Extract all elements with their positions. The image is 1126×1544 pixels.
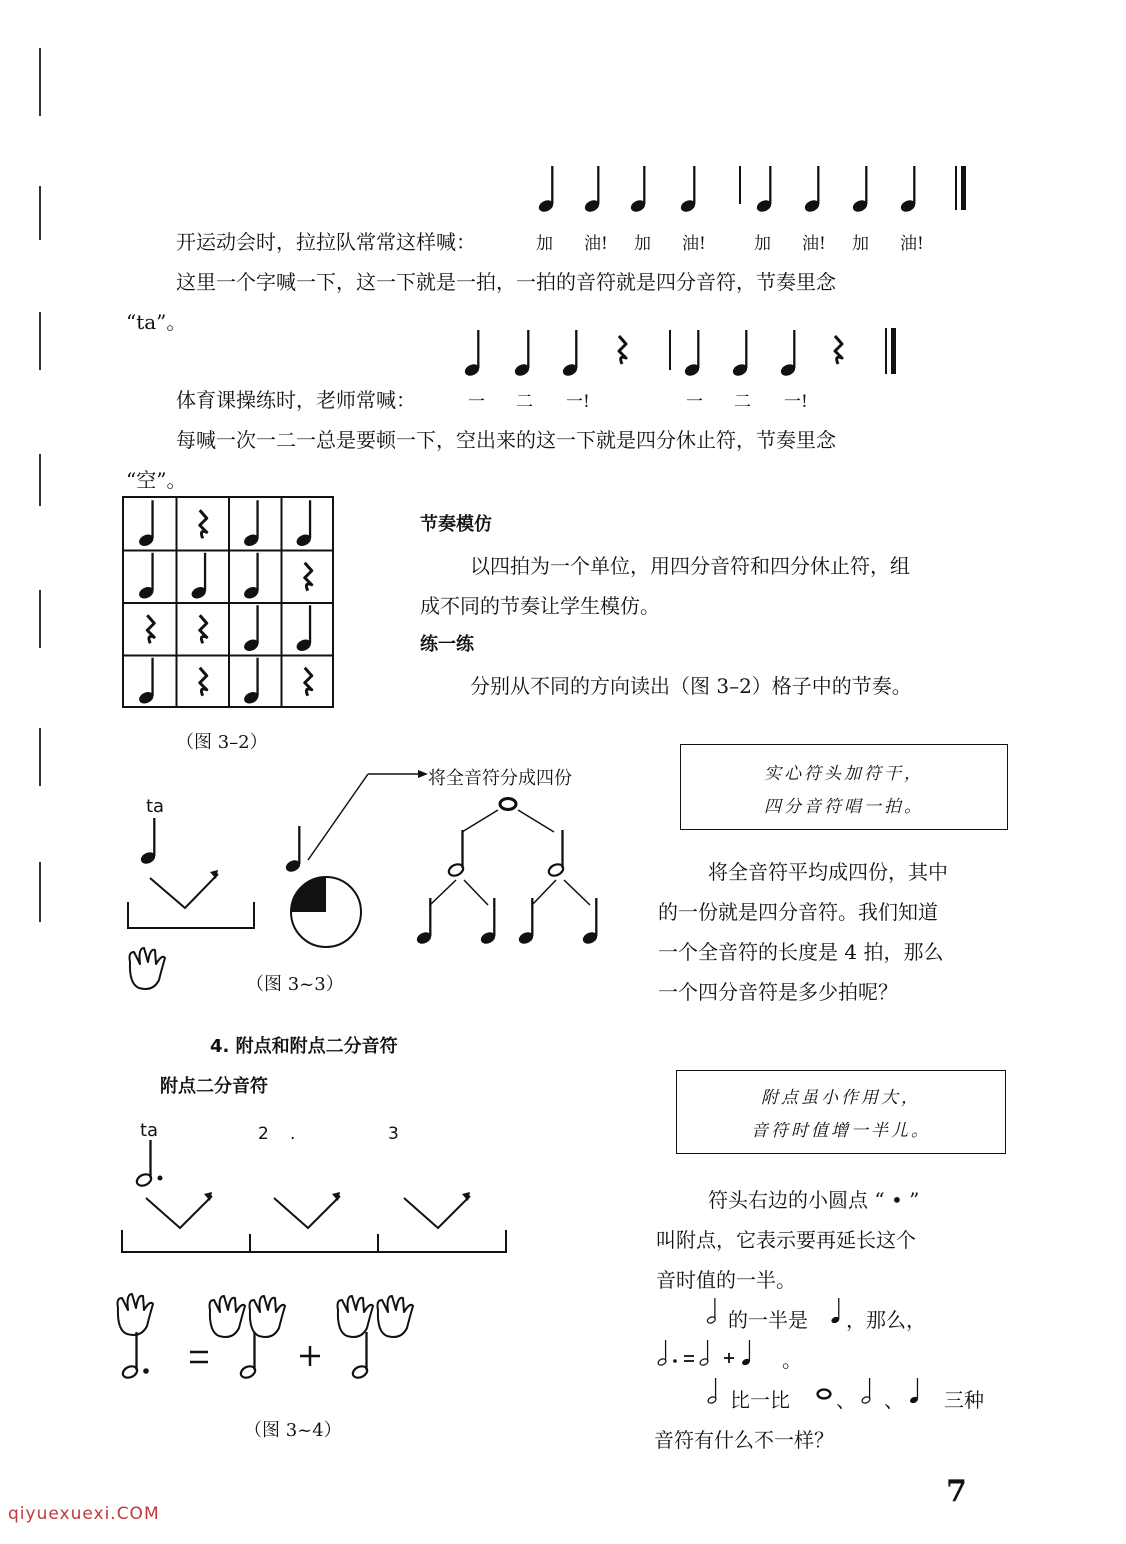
lyric: 加 — [754, 234, 771, 254]
quarter-note — [755, 166, 773, 214]
quarter-note — [561, 330, 579, 378]
quarter-sector — [291, 877, 326, 912]
grid-quarter-note — [295, 605, 313, 653]
lyric: 一 — [686, 392, 703, 412]
figure-3-3-caption: （图 3~3） — [246, 974, 344, 995]
dotted-half-note — [135, 1140, 153, 1188]
quarter-note — [463, 330, 481, 378]
dot-paragraph: 音时值的一半。 — [656, 1268, 796, 1292]
grid-quarter-note — [137, 553, 155, 601]
grid-quarter-note — [242, 658, 260, 706]
grid-quarter-rest — [147, 615, 154, 643]
paragraph-quarter-note-end: “ta”。 — [126, 310, 187, 334]
rhyme-box-dotted — [676, 1070, 1006, 1154]
cheer-sentence: 开运动会时，拉拉队常常这样喊： — [176, 230, 476, 254]
beat-bracket — [122, 1230, 506, 1252]
imitation-heading: 节奏模仿 — [420, 514, 492, 535]
half-note — [351, 1332, 369, 1380]
dot-paragraph: 音符有什么不一样？ — [654, 1428, 834, 1452]
rhyme-line: 音符时值增一半儿。 — [751, 1121, 931, 1141]
rhyme-line: 实心符头加符干， — [764, 764, 924, 784]
lyric: 一 — [468, 392, 485, 412]
quarter-note — [679, 166, 697, 214]
beat-bracket — [128, 902, 254, 928]
final-bar-thick — [891, 328, 896, 374]
rhyme-line: 四分音符唱一拍。 — [764, 797, 924, 817]
section-4-heading: 4. 附点和附点二分音符 — [210, 1036, 398, 1057]
quarter-note — [479, 898, 497, 946]
practice-heading: 练一练 — [420, 634, 474, 655]
quarter-note — [583, 166, 601, 214]
dotted-half-heading: 附点二分音符 — [160, 1076, 268, 1097]
dot-paragraph: 、 — [884, 1388, 904, 1412]
lyric: 二 — [516, 392, 533, 412]
half-note — [239, 1332, 257, 1380]
quarter-note — [537, 166, 555, 214]
margin-rules — [0, 0, 60, 1544]
clap-hand-icon — [118, 1294, 154, 1335]
inline-half-note — [708, 1320, 728, 1324]
grid-quarter-rest — [200, 615, 207, 643]
lyric: 一! — [566, 392, 590, 412]
dot-paragraph: 叫附点，它表示要再延长这个 — [656, 1228, 916, 1252]
count-ta: ta — [140, 1120, 159, 1141]
quarter-note — [779, 330, 797, 378]
imitation-text-2: 成不同的节奏让学生模仿。 — [420, 594, 660, 618]
quarter-note — [139, 818, 157, 866]
arrow-label: 将全音符分成四份 — [428, 768, 572, 789]
paragraph-whole-note: 一个四分音符是多少拍呢？ — [658, 980, 898, 1004]
count-3: 3 — [388, 1124, 399, 1144]
quarter-note — [284, 826, 302, 874]
lyric: 加 — [634, 234, 651, 254]
lyric: 油! — [584, 234, 608, 254]
quarter-note — [581, 898, 599, 946]
beat-arrow — [150, 874, 218, 908]
quarter-note — [731, 330, 749, 378]
quarter-note — [629, 166, 647, 214]
hold-hand-icon — [250, 1296, 286, 1337]
paragraph-whole-note: 将全音符平均成四份，其中 — [708, 860, 948, 884]
paragraph-quarter-rest-end: “空”。 — [126, 468, 187, 492]
dot-paragraph: 三种 — [944, 1388, 984, 1412]
grid-quarter-note — [242, 605, 260, 653]
hold-hand-icon — [378, 1296, 414, 1337]
half-note — [447, 830, 465, 878]
dot-paragraph: 符头右边的小圆点 “ • ” — [708, 1188, 920, 1212]
clap-hand-icon — [130, 948, 166, 989]
grid-quarter-rest — [305, 563, 312, 591]
ta-label: ta — [146, 796, 165, 817]
dotted-half-note — [121, 1332, 139, 1380]
grid-quarter-note — [137, 658, 155, 706]
whole-note — [500, 799, 516, 810]
grid-quarter-note — [242, 500, 260, 548]
lyric: 油! — [900, 234, 924, 254]
half-note — [547, 830, 565, 878]
grid-quarter-note — [295, 500, 313, 548]
hold-hand-icon — [338, 1296, 374, 1337]
inline-equation — [656, 1340, 796, 1370]
pe-class-sentence: 体育课操练时，老师常喊： — [176, 388, 416, 412]
dot-paragraph: 。 — [782, 1348, 802, 1372]
quarter-note — [899, 166, 917, 214]
figure-3-3 — [110, 760, 630, 980]
lyric: 加 — [852, 234, 869, 254]
lyric: 加 — [536, 234, 553, 254]
quarter-note — [803, 166, 821, 214]
final-bar-thick — [961, 166, 966, 210]
paragraph-whole-note: 一个全音符的长度是 4 拍，那么 — [658, 940, 944, 964]
quarter-note — [683, 330, 701, 378]
quarter-note — [415, 898, 433, 946]
lyric: 一! — [784, 392, 808, 412]
rhythm-notation-1 — [520, 160, 980, 220]
grid-quarter-note — [242, 553, 260, 601]
page-number: 7 — [946, 1474, 967, 1509]
paragraph-quarter-rest: 每喊一次一二一总是要顿一下，空出来的这一下就是四分休止符，节奏里念 — [176, 428, 836, 452]
rhythm-grid — [122, 496, 334, 708]
quarter-note — [851, 166, 869, 214]
paragraph-quarter-note: 这里一个字喊一下，这一下就是一拍，一拍的音符就是四分音符，节奏里念 — [176, 270, 836, 294]
pointer-line — [308, 774, 368, 860]
lyric: 油! — [682, 234, 706, 254]
quarter-rest — [619, 336, 626, 364]
hold-hand-icon — [210, 1296, 246, 1337]
quarter-note — [513, 330, 531, 378]
dot-paragraph: 比一比 — [730, 1388, 790, 1412]
figure-3-4 — [110, 1150, 530, 1400]
grid-quarter-rest — [200, 510, 207, 538]
rhyme-line: 附点虽小作用大， — [761, 1088, 921, 1108]
grid-quarter-rest — [305, 668, 312, 696]
rhyme-box-quarter — [680, 744, 1008, 830]
watermark: qiyuexuexi.COM — [8, 1504, 160, 1524]
lyric: 油! — [802, 234, 826, 254]
dot-paragraph: 的一半是 — [728, 1308, 808, 1332]
figure-3-4-caption: （图 3~4） — [244, 1420, 342, 1441]
figure-3-2-caption: （图 3–2） — [176, 732, 268, 753]
count-dot: . — [290, 1124, 296, 1144]
practice-text: 分别从不同的方向读出（图 3–2）格子中的节奏。 — [470, 674, 912, 698]
paragraph-whole-note: 的一份就是四分音符。我们知道 — [658, 900, 938, 924]
grid-quarter-rest — [200, 668, 207, 696]
count-2: 2 — [258, 1124, 269, 1144]
rhythm-notation-2 — [460, 322, 920, 382]
dot-paragraph: 、 — [836, 1388, 856, 1412]
imitation-text: 以四拍为一个单位，用四分音符和四分休止符，组 — [470, 554, 910, 578]
quarter-note — [517, 898, 535, 946]
grid-quarter-note — [137, 500, 155, 548]
lyric: 二 — [734, 392, 751, 412]
grid-quarter-note — [190, 553, 208, 601]
dot-paragraph: ，那么， — [846, 1308, 926, 1332]
quarter-rest — [835, 336, 842, 364]
